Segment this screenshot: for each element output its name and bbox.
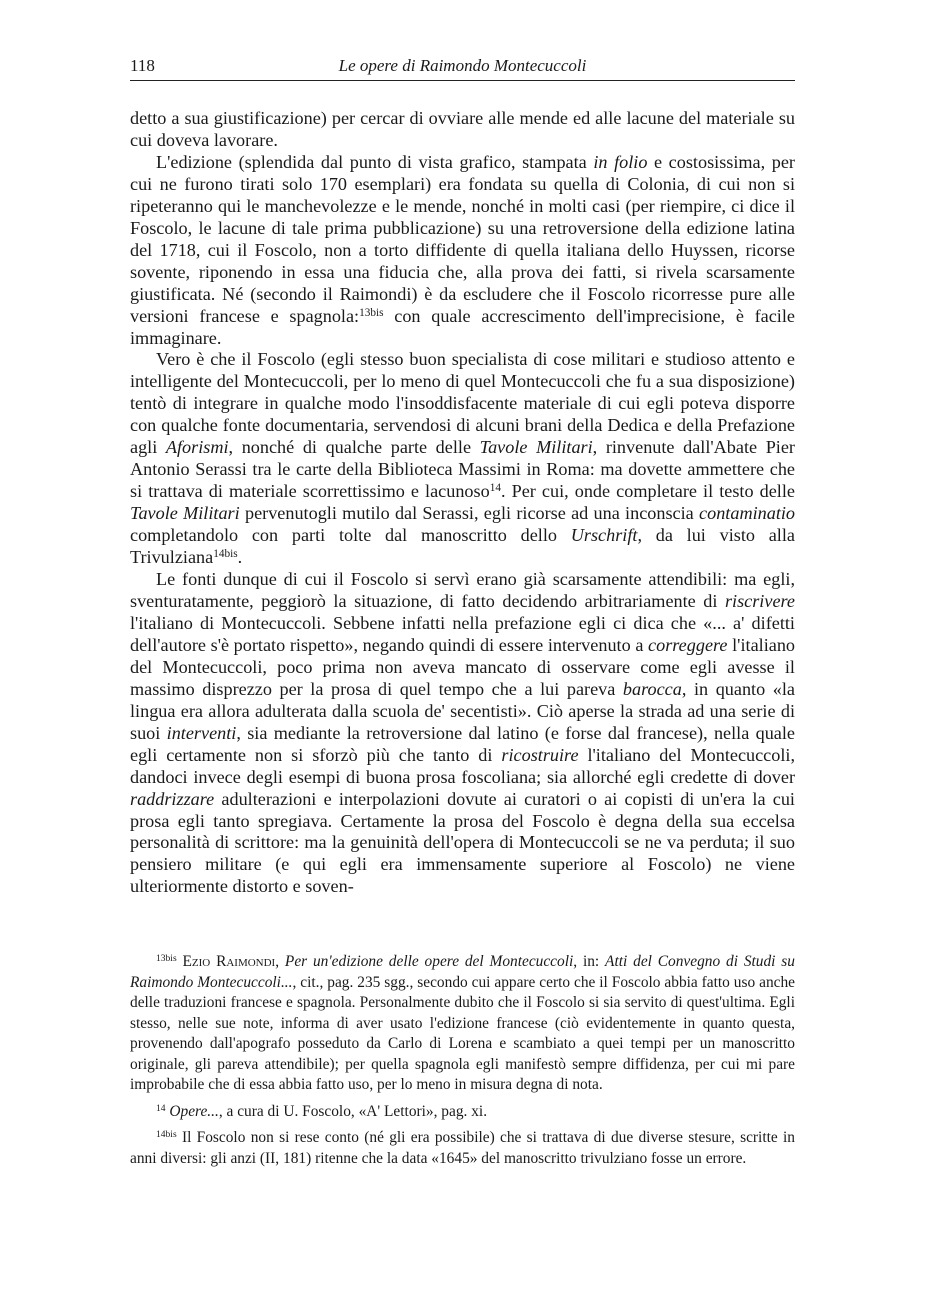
p3-italic-tavole-militari-2: Tavole Militari (130, 503, 240, 524)
p3-italic-contaminatio: contaminatio (699, 503, 796, 524)
page-header (130, 56, 795, 81)
p3-text-m: . (237, 547, 243, 568)
paragraph-3 (130, 349, 795, 569)
p4-text-m: adulterazioni e interpolazioni dovute ai curatori o ai copisti di un'era la cui prosa egli tanto spregiava. Certamente la prosa del Foscolo è degna della sua eccelsa personalità di scrittore: ma la genuinità dell'opera di Montecuccoli se ne va perduta; il suo pensiero militare (e qui egli era immensamente superiore al Foscolo) ne viene ulteriormente distorto e soven- (130, 788, 795, 897)
footnote-mark-14bis: 14bis (156, 1128, 177, 1140)
p4-italic-raddrizzare: raddrizzare (130, 788, 215, 809)
footnote-author: Ezio Raimondi (182, 953, 276, 970)
p3-text-e: , rinvenute dall'Abate Pier Antonio Serassi tra le carte della Biblioteca Massimi in Roma: ma dovette ammettere che si trattava di materiale scorrettissimo e lacunoso (130, 437, 795, 502)
p4-text-g: , in quanto «la lingua era allora adulterata dalla scuola de' secentisti». Ciò aperse la strada ad una serie di suoi (130, 678, 795, 743)
paragraph-4 (130, 569, 795, 898)
footnote-ref-13bis: 13bis (359, 306, 384, 319)
p3-text-l: , da lui visto alla Trivulziana (130, 525, 795, 568)
p3-italic-aforismi: Aforismi (165, 437, 229, 458)
main-text (130, 108, 795, 898)
footnote-cited-title: Per un'edizione delle opere del Montecuccoli (284, 953, 574, 970)
footnotes (130, 952, 795, 1169)
p3-text-f: . Per cui, onde completare il testo delle (500, 481, 795, 502)
p4-italic-barocca: barocca (622, 678, 682, 699)
p4-italic-interventi: interventi (166, 722, 237, 743)
p4-italic-ricostruire: ricostruire (501, 744, 579, 765)
p4-italic-riscrivere: riscrivere (724, 590, 795, 611)
page-number: 118 (130, 56, 155, 75)
p4-text-a: Le fonti dunque di cui il Foscolo si servì erano già scarsamente attendibili: ma egli, sventuratamente, peggiorò la situazione, di fatto decidendo arbitrariamente di (130, 569, 795, 611)
footnote-14bis (130, 1128, 795, 1169)
p3-text-c: , nonché di qualche parte delle (228, 437, 480, 458)
fn14bis-text: Il Foscolo non si rese conto (né gli era possibile) che si trattava di due diverse stesure, scritte in anni diversi: gli anzi (II, 181) ritenne che la data «1645» del manoscritto trivulziano fosse un errore. (130, 1129, 795, 1167)
paragraph-1 (130, 108, 795, 152)
footnote-mark-14: 14 (156, 1102, 166, 1114)
footnote-ref-14bis: 14bis (213, 547, 238, 560)
footnote-14-title: Opere... (169, 1102, 219, 1120)
fn14-text: , a cura di U. Foscolo, «A' Lettori», pag. xi. (218, 1102, 488, 1120)
p2-text-d: con quale accrescimento dell'imprecisione, è facile immaginare. (130, 305, 795, 348)
p3-italic-tavole-militari: Tavole Militari (479, 437, 593, 458)
p4-text-c: l'italiano di Montecuccoli. Sebbene infatti nella prefazione egli ci dica che «... a' difetti dell'autore s'è portato rispetto», negando quindi di essere intervenuto a (130, 612, 795, 655)
paragraph-1-text: detto a sua giustificazione) per cercar di ovviare alle mende ed alle lacune del materiale su cui doveva lavorare. (130, 108, 795, 150)
fn13bis-text-c: , cit., pag. 235 sgg., secondo cui appare certo che il Foscolo abbia fatto uso anche delle traduzioni francese e spagnola. Personalmente dubito che il Foscolo si sia servito di quest'ultima. Egli stesso, nelle sue note, informa di aver usato l'edizione francese (ciò evidentemente in quanto questa, provenendo dall'apografo posseduto da Carlo di Lorena e scambiato a quei tempi per un manoscritto originale, gli pareva attendibile); per quella spagnola egli manifestò sempre diffidenza, per cui mi pare improbabile che di essa abbia fatto uso, per lo meno in misura degna di nota. (130, 973, 795, 1093)
p4-text-k: l'italiano del Montecuccoli, dandoci invece degli esempi di buona prosa foscoliana; sia allorché egli credette di dover (130, 744, 795, 787)
fn13bis-text-a: , (275, 953, 285, 970)
footnote-cited-source: Atti del Convegno di Studi su Raimondo Montecuccoli... (130, 953, 795, 991)
p2-text-c: e costosissima, per cui ne furono tirati solo 170 esemplari) era fondata su quella di Colonia, di cui non si ripeteranno qui le manchevolezze e le mende, nonché in molti casi (per riempire, ci dice il Foscolo, le lacune di tale prima pubblicazione) su una retroversione della edizione latina del 1718, cui il Foscolo, non a torto diffidente di quella italiana dello Huyssen, ricorse sovente, riponendo in essa una fiducia che, alla prova dei fatti, si rivela scarsamente giustificata. Né (secondo il Raimondi) è da escludere che il Foscolo ricorresse pure alle versioni francese e spagnola: (130, 151, 795, 326)
p4-text-i: , sia mediante la retroversione dal latino (e forse dal francese), nella quale egli certamente non si sforzò più che tanto di (130, 722, 796, 765)
paragraph-2 (130, 152, 795, 350)
p4-italic-correggere: correggere (648, 634, 728, 655)
footnote-mark-13bis: 13bis (156, 952, 177, 964)
running-title: Le opere di Raimondo Montecuccoli (338, 56, 587, 75)
p3-italic-urschrift: Urschrift (570, 525, 638, 546)
fn13bis-text-b: , in: (573, 953, 606, 970)
p3-text-h: pervenutogli mutilo dal Serassi, egli ricorse ad una inconscia (239, 503, 700, 524)
p3-text-a: Vero è che il Foscolo (egli stesso buon specialista di cose militari e studioso attento e intelligente del Montecuccoli, per lo meno di quel Montecuccoli che fu a sua disposizione) tentò di integrare in qualche modo l'insoddisfacente materiale di cui egli poteva disporre con qualche fonte documentaria, servendosi di alcuni brani della Dedica e della Prefazione agli (130, 349, 795, 458)
footnote-14 (130, 1102, 795, 1123)
p3-text-j: completandolo con parti tolte dal manoscritto dello (130, 525, 571, 546)
p4-text-e: l'italiano del Montecuccoli, poco prima non aveva mancato di osservare come egli avesse il massimo disprezzo per la prosa di quel tempo che a lui pareva (130, 634, 796, 699)
p2-italic-in-folio: in folio (593, 151, 648, 172)
footnote-13bis (130, 952, 795, 1096)
p2-text-a: L'edizione (splendida dal punto di vista grafico, stampata (156, 151, 594, 172)
footnote-ref-14: 14 (489, 482, 501, 494)
